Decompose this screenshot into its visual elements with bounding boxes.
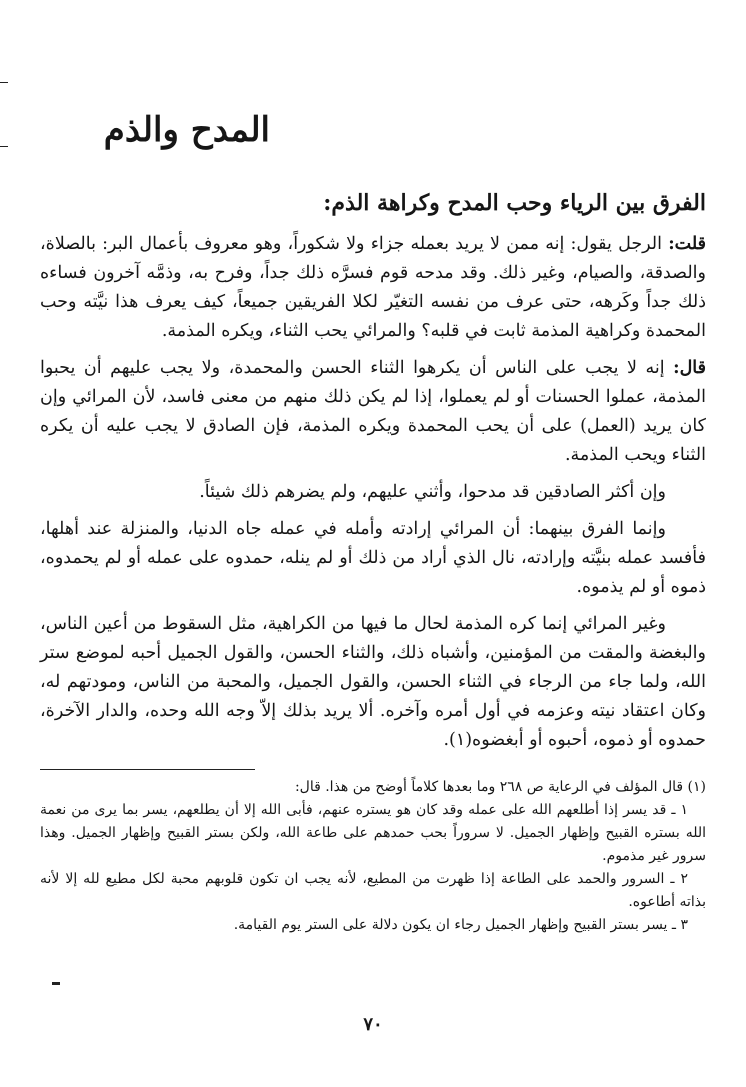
paragraph-lead: قلت:: [668, 234, 706, 254]
paragraph: وإن أكثر الصادقين قد مدحوا، وأثني عليهم، ولم يضرهم ذلك شيئاً.: [199, 482, 666, 502]
paragraph-text: إنه لا يجب على الناس أن يكرهوا الثناء الحسن والمحمدة، ولا يجب عليهم أن يحبوا المذمة، عملوا الحسنات أو لم يعملوا، إذا لم يكن ذلك منهم من معنى فاسد، لأن المرائي وإن كان يريد (العمل) على أن يحب المحمدة ويكره المذمة، فإن الصادق لا يجب عليه أن يكره الثناء ويحب المذمة.: [40, 358, 706, 465]
paragraph-lead: قال:: [673, 358, 706, 378]
footnotes: [40, 776, 706, 937]
paragraph: وغير المرائي إنما كره المذمة لحال ما فيها من الكراهية، مثل السقوط من أعين الناس، والبغضة والمقت من المؤمنين، وأشباه ذلك، والثناء الحسن، والقول الجميل أحبه لموضع ستر الله، ولما جاء من الرجاء في الثناء الحسن، والقول الجميل، والمحبة من الناس، ومودتهم له، وكان اعتقاد نيته وعزمه في أول أمره وآخره. ألا يريد بذلك إلاّ وجه الله وحده، والدار الآخرة، حمدوه أو ذموه، أحبوه أو أبغضوه(١).: [40, 614, 706, 750]
footnote-intro: (١) قال المؤلف في الرعاية ص ٢٦٨ وما بعدها كلاماً أوضح من هذا. قال:: [294, 779, 706, 795]
section-heading: الفرق بين الرياء وحب المدح وكراهة الذم:: [323, 190, 706, 216]
chapter-title: المدح والذم: [103, 110, 270, 150]
footnote-item: ٣ ـ يسر بستر القبيح وإظهار الجميل رجاء ان يكون دلالة على الستر يوم القيامة.: [233, 917, 688, 933]
margin-mark-chapter: [0, 146, 8, 147]
page-number: ٧٠: [363, 1014, 383, 1035]
paragraph-answer: [40, 354, 706, 470]
paragraph: وإنما الفرق بينهما: أن المرائي إرادته وأمله في عمله جاه الدنيا، والمنزلة عند أهلها، فأفسد عمله بنيَّته وإرادته، نال الذي أراد من ذلك أو لم ينله، حمدوه على عمله أو لم يحمدوه، ذموه أو لم يذموه.: [40, 519, 706, 597]
footnote-item: ١ ـ قد يسر إذا أطلعهم الله على عمله وقد كان هو يستره عنهم، فأبى الله إلا أن يطلعهم، يسر بما يرى من نعمة الله بستره القبيح وإظهار الجميل. لا سروراً بحب حمدهم على طاعة الله، ولكن بستر القبيح وإظهار الجميل. وهذا سرور غير مذموم.: [40, 802, 706, 864]
margin-dash: [52, 982, 60, 985]
footnote-item: ٢ ـ السرور والحمد على الطاعة إذا ظهرت من المطيع، لأنه يجب ان تكون قلوبهم محبة لكل مطيع لله إلا لأنه بذاته أطاعوه.: [40, 871, 706, 910]
main-text: [40, 190, 706, 937]
footnote-separator: [40, 769, 255, 770]
paragraph-question: [40, 230, 706, 346]
margin-mark-top: [0, 82, 8, 83]
paragraph-text: الرجل يقول: إنه ممن لا يريد بعمله جزاء ولا شكوراً، وهو معروف بأعمال البر: بالصلاة، والصدقة، والصيام، وغير ذلك. وقد مدحه قوم فسرَّه ذلك جداً، وفرح به، وذمَّه آخرون فساءه ذلك جداً وكَرهه، حتى عرف من نفسه التغيّر لكلا الفريقين جميعاً، كيف يعرف هذا نيَّته وحب المحمدة وكراهية المذمة ثابت في قلبه؟ والمرائي يحب الثناء، ويكره المذمة.: [40, 234, 706, 341]
